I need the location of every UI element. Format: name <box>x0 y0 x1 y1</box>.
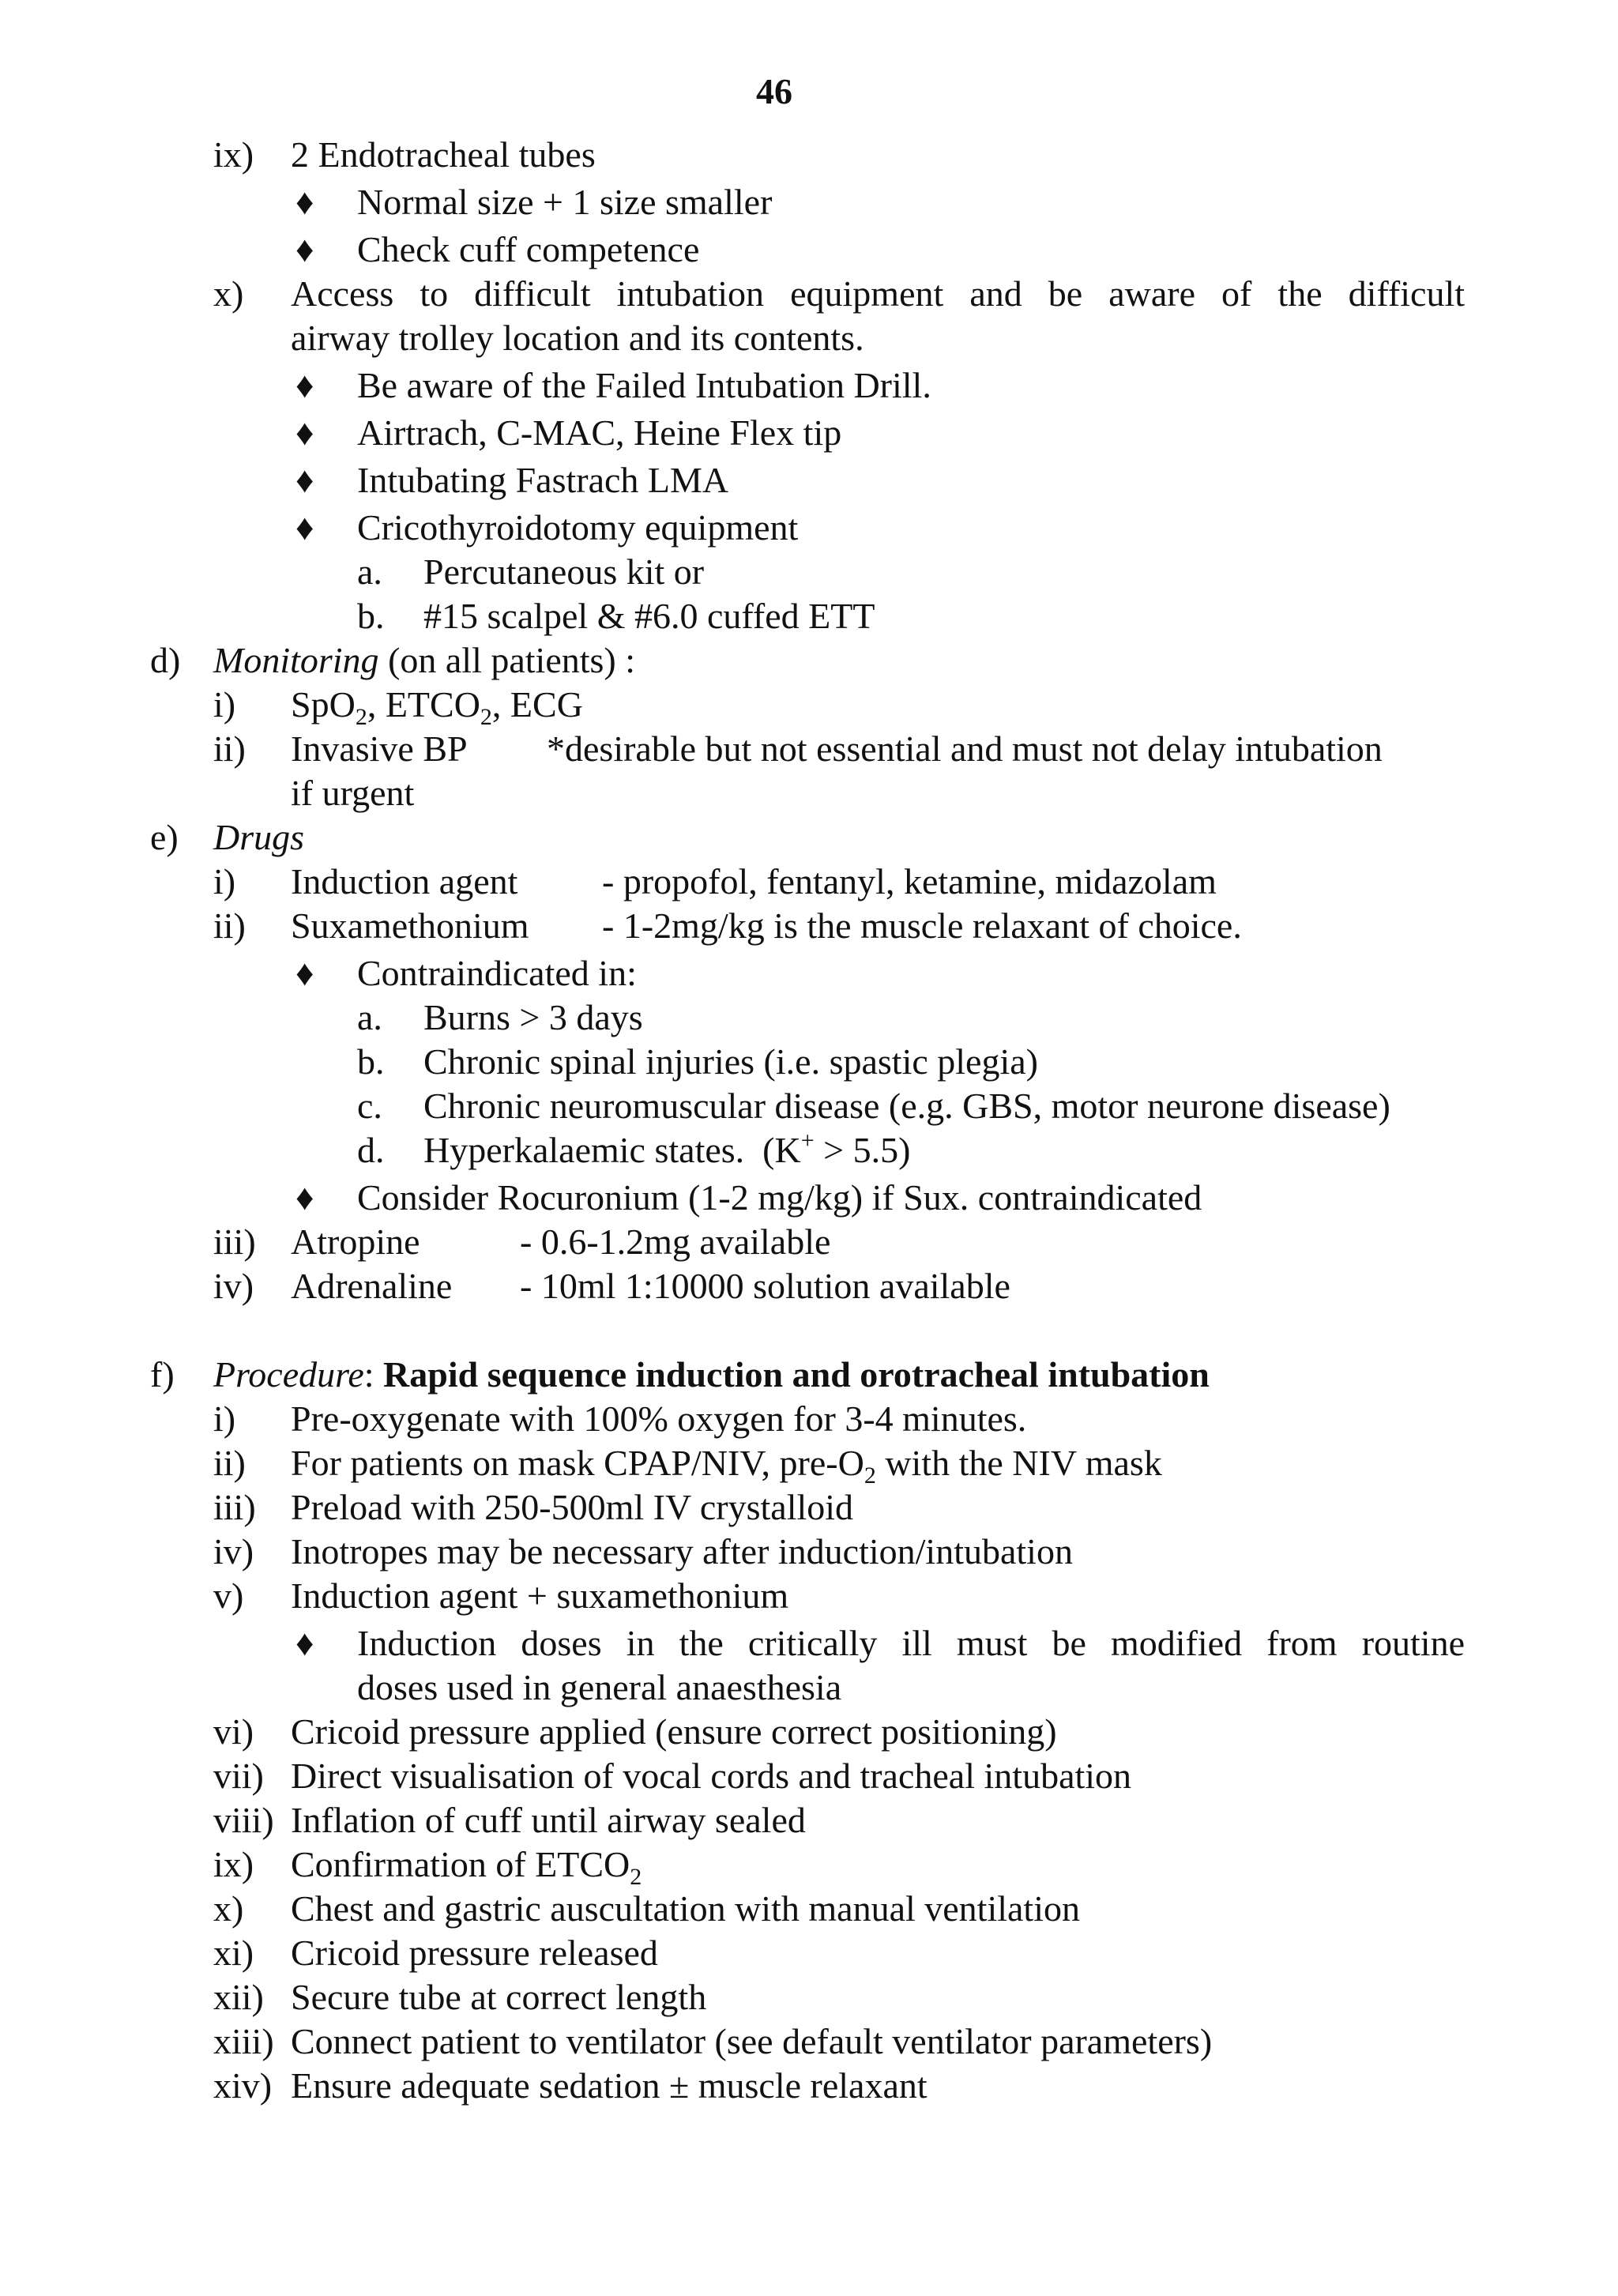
list-item-text: Induction agent + suxamethonium <box>291 1575 789 1616</box>
list-item-text: Inotropes may be necessary after induction/intubation <box>291 1531 1073 1571</box>
text-part: For patients on mask CPAP/NIV, pre-O <box>291 1443 864 1483</box>
section-letter: e) <box>150 817 179 857</box>
list-item-text: - 1-2mg/kg is the muscle relaxant of choice. <box>602 905 1242 946</box>
list-item-text: *desirable but not essential and must not delay intubation <box>547 728 1383 769</box>
superscript: + <box>800 1127 815 1154</box>
sub-list-letter: c. <box>357 1086 382 1126</box>
list-item-text: Cricoid pressure applied (ensure correct positioning) <box>291 1711 1057 1752</box>
list-item-text: Inflation of cuff until airway sealed <box>291 1800 806 1840</box>
list-number: xi) <box>213 1933 254 1973</box>
section-heading-procedure <box>213 1353 1210 1397</box>
bullet-text: Airtrach, C-MAC, Heine Flex tip <box>357 412 842 453</box>
sub-list-letter: a. <box>357 997 382 1037</box>
subscript: 2 <box>355 704 367 730</box>
list-item-text: Direct visualisation of vocal cords and tracheal intubation <box>291 1756 1132 1796</box>
text-part: Hyperkalaemic states. (K <box>423 1130 801 1170</box>
diamond-bullet-icon: ♦ <box>295 507 314 548</box>
list-number: vi) <box>213 1711 254 1752</box>
diamond-bullet-icon: ♦ <box>295 1623 314 1663</box>
list-number: viii) <box>213 1800 274 1840</box>
list-number: i) <box>213 861 236 901</box>
text-part: Confirmation of ETCO <box>291 1844 630 1884</box>
section-heading-suffix: (on all patients) : <box>378 640 636 680</box>
diamond-bullet-icon: ♦ <box>295 412 314 453</box>
list-number: xii) <box>213 1977 264 2017</box>
list-item-text: Chest and gastric auscultation with manual ventilation <box>291 1888 1080 1929</box>
list-item-text-continued: airway trolley location and its contents. <box>291 318 864 358</box>
diamond-bullet-icon: ♦ <box>295 460 314 500</box>
subscript: 2 <box>630 1864 642 1890</box>
list-number: ii) <box>213 1443 246 1483</box>
bullet-text-continued: doses used in general anaesthesia <box>357 1667 842 1707</box>
list-item-text <box>291 1842 642 1890</box>
bullet-text: Intubating Fastrach LMA <box>357 460 729 500</box>
diamond-bullet-icon: ♦ <box>295 1177 314 1218</box>
section-heading-emphasis: Monitoring <box>213 640 379 680</box>
section-letter: d) <box>150 640 181 680</box>
diamond-bullet-icon: ♦ <box>295 229 314 269</box>
text-part: , ETCO <box>367 684 480 725</box>
list-number: iii) <box>213 1221 256 1262</box>
text-part: SpO <box>291 684 356 725</box>
list-item-text: Connect patient to ventilator (see default ventilator parameters) <box>291 2021 1213 2061</box>
list-item-text: Access to difficult intubation equipment and be aware of the difficult <box>291 273 1465 314</box>
list-item-text-continued: if urgent <box>291 773 415 813</box>
diamond-bullet-icon: ♦ <box>295 365 314 405</box>
list-item-label: Suxamethonium <box>291 905 529 946</box>
sub-list-text <box>423 1128 910 1172</box>
list-number: v) <box>213 1575 244 1616</box>
list-item-text: Secure tube at correct length <box>291 1977 707 2017</box>
section-heading-monitoring <box>213 638 635 683</box>
list-number: ii) <box>213 905 246 946</box>
list-item-text: Pre-oxygenate with 100% oxygen for 3-4 minutes. <box>291 1398 1027 1439</box>
list-item-text: - 0.6-1.2mg available <box>520 1221 831 1262</box>
heading-colon: : <box>363 1354 384 1395</box>
list-item-label: Atropine <box>291 1221 420 1262</box>
list-item-text: - 10ml 1:10000 solution available <box>520 1266 1010 1306</box>
list-number: vii) <box>213 1756 264 1796</box>
bullet-text: Induction doses in the critically ill must be modified from routine <box>357 1623 1465 1663</box>
list-number: iv) <box>213 1531 254 1571</box>
list-number: i) <box>213 684 236 725</box>
section-heading-drugs: Drugs <box>213 817 305 857</box>
sub-list-text: #15 scalpel & #6.0 cuffed ETT <box>423 596 875 636</box>
page-number: 46 <box>756 71 792 111</box>
text-part: , ECG <box>491 684 583 725</box>
sub-list-text: Chronic spinal injuries (i.e. spastic plegia) <box>423 1041 1038 1082</box>
diamond-bullet-icon: ♦ <box>295 953 314 993</box>
sub-list-text: Chronic neuromuscular disease (e.g. GBS, motor neurone disease) <box>423 1086 1390 1126</box>
list-item-label: Invasive BP <box>291 728 468 769</box>
list-item-text <box>291 1441 1162 1489</box>
list-number: xiv) <box>213 2065 273 2106</box>
list-number: ix) <box>213 134 254 175</box>
bullet-text: Consider Rocuronium (1-2 mg/kg) if Sux. contraindicated <box>357 1177 1202 1218</box>
list-number: xiii) <box>213 2021 274 2061</box>
list-number: i) <box>213 1398 236 1439</box>
list-number: ii) <box>213 728 246 769</box>
bullet-text: Be aware of the Failed Intubation Drill. <box>357 365 931 405</box>
sub-list-letter: b. <box>357 596 385 636</box>
sub-list-letter: a. <box>357 551 382 592</box>
bullet-text: Normal size + 1 size smaller <box>357 182 773 222</box>
list-item-text: Cricoid pressure released <box>291 1933 658 1973</box>
list-item-text: - propofol, fentanyl, ketamine, midazolam <box>602 861 1217 901</box>
list-number: iv) <box>213 1266 254 1306</box>
list-item-text <box>291 683 583 730</box>
section-heading-emphasis: Procedure <box>213 1354 364 1395</box>
section-heading-bold: Rapid sequence induction and orotracheal intubation <box>383 1354 1210 1395</box>
section-letter: f) <box>150 1354 175 1395</box>
list-item-label: Adrenaline <box>291 1266 453 1306</box>
list-number: x) <box>213 1888 244 1929</box>
text-part: with the NIV mask <box>875 1443 1162 1483</box>
sub-list-letter: d. <box>357 1130 385 1170</box>
sub-list-text: Burns > 3 days <box>423 997 643 1037</box>
subscript: 2 <box>480 704 492 730</box>
diamond-bullet-icon: ♦ <box>295 182 314 222</box>
bullet-text: Check cuff competence <box>357 229 700 269</box>
bullet-text: Cricothyroidotomy equipment <box>357 507 799 548</box>
bullet-text: Contraindicated in: <box>357 953 637 993</box>
text-part: > 5.5) <box>814 1130 911 1170</box>
list-number: x) <box>213 273 244 314</box>
list-number: ix) <box>213 1844 254 1884</box>
list-item-label: Induction agent <box>291 861 518 901</box>
list-item-text: 2 Endotracheal tubes <box>291 134 596 175</box>
list-item-text: Preload with 250-500ml IV crystalloid <box>291 1487 854 1527</box>
list-number: iii) <box>213 1487 256 1527</box>
subscript: 2 <box>864 1462 876 1489</box>
sub-list-letter: b. <box>357 1041 385 1082</box>
sub-list-text: Percutaneous kit or <box>423 551 705 592</box>
list-item-text: Ensure adequate sedation ± muscle relaxant <box>291 2065 928 2106</box>
